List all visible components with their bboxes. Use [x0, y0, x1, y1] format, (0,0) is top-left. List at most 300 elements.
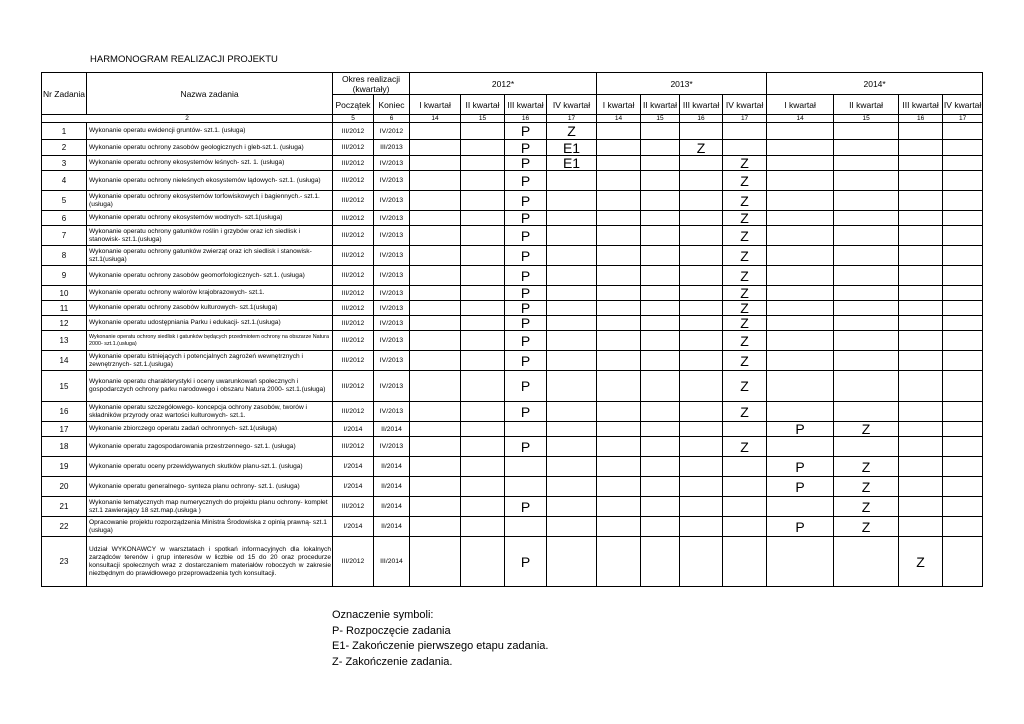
colnum-cell: 17	[547, 115, 597, 123]
task-name: Wykonanie operatu charakterystyki i oceny uwarunkowań społecznych i gospodarczych ochrony parku narodowego i obszaru Natura 2000- szt.1.(usługa)	[87, 371, 333, 402]
task-end: IV/2013	[374, 286, 410, 301]
colnum-cell: 14	[597, 115, 641, 123]
quarter-cell	[943, 286, 983, 301]
header-year-2014: 2014*	[767, 73, 983, 95]
quarter-cell	[899, 156, 943, 171]
quarter-cell	[943, 497, 983, 517]
quarter-cell: Z	[547, 123, 597, 140]
quarter-cell: P	[767, 517, 834, 537]
quarter-cell: Z	[723, 171, 767, 191]
quarter-cell: Z	[723, 301, 767, 316]
task-end: II/2014	[374, 477, 410, 497]
quarter-cell	[899, 123, 943, 140]
quarter-cell: Z	[723, 402, 767, 422]
task-end: IV/2013	[374, 211, 410, 226]
task-start: III/2012	[333, 497, 374, 517]
task-name: Wykonanie operatu generalnego- synteza planu ochrony- szt.1. (usługa)	[87, 477, 333, 497]
quarter-cell	[943, 371, 983, 402]
task-start: III/2012	[333, 211, 374, 226]
quarter-cell	[461, 123, 505, 140]
quarter-cell	[505, 517, 547, 537]
quarter-cell: Z	[723, 211, 767, 226]
quarter-cell	[641, 226, 680, 246]
quarter-cell	[943, 191, 983, 211]
quarter-cell	[943, 351, 983, 371]
colnum-cell: 16	[505, 115, 547, 123]
quarter-cell	[723, 422, 767, 437]
quarter-cell	[767, 371, 834, 402]
quarter-cell	[680, 331, 723, 351]
task-name: Wykonanie operatu zagospodarowania przestrzennego- szt.1. (usługa)	[87, 437, 333, 457]
task-start: I/2014	[333, 457, 374, 477]
quarter-cell: P	[505, 316, 547, 331]
task-end: IV/2013	[374, 402, 410, 422]
quarter-cell: Z	[723, 437, 767, 457]
task-start: I/2014	[333, 422, 374, 437]
quarter-cell	[680, 316, 723, 331]
quarter-cell: Z	[723, 316, 767, 331]
quarter-cell	[899, 226, 943, 246]
quarter-cell	[461, 331, 505, 351]
quarter-cell: Z	[723, 191, 767, 211]
quarter-cell: P	[505, 402, 547, 422]
quarter-cell	[461, 286, 505, 301]
quarter-cell	[899, 437, 943, 457]
quarter-cell	[899, 371, 943, 402]
task-end: IV/2013	[374, 351, 410, 371]
table-row	[42, 422, 983, 437]
quarter-cell	[410, 537, 461, 587]
quarter-cell	[641, 371, 680, 402]
task-name: Wykonanie operatu ochrony zasobów geomorfologicznych- szt.1. (usługa)	[87, 266, 333, 286]
quarter-cell	[410, 123, 461, 140]
header-end: Koniec	[374, 95, 410, 115]
table-row	[42, 140, 983, 156]
quarter-cell	[680, 402, 723, 422]
quarter-cell	[461, 497, 505, 517]
quarter-cell	[641, 497, 680, 517]
quarter-cell	[834, 156, 899, 171]
quarter-cell	[834, 402, 899, 422]
table-row	[42, 351, 983, 371]
quarter-cell	[597, 301, 641, 316]
colnum-cell: 17	[723, 115, 767, 123]
quarter-cell	[680, 437, 723, 457]
quarter-cell	[767, 402, 834, 422]
quarter-cell	[943, 457, 983, 477]
quarter-cell	[597, 437, 641, 457]
table-row	[42, 402, 983, 422]
quarter-cell	[410, 301, 461, 316]
quarter-cell	[461, 140, 505, 156]
colnum-cell: 16	[899, 115, 943, 123]
table-row	[42, 437, 983, 457]
task-number: 5	[42, 191, 87, 211]
quarter-cell	[641, 211, 680, 226]
quarter-cell	[899, 316, 943, 331]
quarter-cell	[641, 123, 680, 140]
task-number: 6	[42, 211, 87, 226]
quarter-cell: P	[505, 371, 547, 402]
quarter-cell	[767, 301, 834, 316]
quarter-cell	[597, 266, 641, 286]
task-end: III/2013	[374, 140, 410, 156]
quarter-cell	[943, 422, 983, 437]
quarter-cell	[943, 331, 983, 351]
table-row	[42, 301, 983, 316]
quarter-cell	[505, 422, 547, 437]
quarter-cell	[461, 457, 505, 477]
quarter-cell	[597, 331, 641, 351]
table-row	[42, 497, 983, 517]
quarter-cell	[723, 537, 767, 587]
colnum-cell: 17	[943, 115, 983, 123]
task-number: 19	[42, 457, 87, 477]
quarter-cell: P	[767, 477, 834, 497]
quarter-cell: P	[505, 191, 547, 211]
quarter-cell	[410, 437, 461, 457]
quarter-cell: Z	[723, 286, 767, 301]
quarter-cell	[641, 457, 680, 477]
quarter-cell	[943, 211, 983, 226]
table-row	[42, 266, 983, 286]
quarter-cell	[547, 316, 597, 331]
task-name: Wykonanie operatu ochrony ekosystemów leśnych- szt. 1. (usługa)	[87, 156, 333, 171]
quarter-cell	[597, 316, 641, 331]
quarter-cell	[410, 402, 461, 422]
quarter-cell: Z	[834, 422, 899, 437]
quarter-cell	[943, 316, 983, 331]
colnum-cell: 15	[641, 115, 680, 123]
table-row	[42, 537, 983, 587]
quarter-cell	[597, 457, 641, 477]
task-end: IV/2013	[374, 437, 410, 457]
quarter-cell	[680, 226, 723, 246]
legend-item-p: P- Rozpoczęcie zadania	[332, 624, 451, 637]
header-quarter: III kwartał	[899, 95, 943, 115]
quarter-cell	[410, 211, 461, 226]
quarter-cell	[834, 286, 899, 301]
task-end: IV/2013	[374, 156, 410, 171]
quarter-cell: P	[505, 537, 547, 587]
quarter-cell	[547, 497, 597, 517]
quarter-cell	[899, 331, 943, 351]
task-end: IV/2012	[374, 123, 410, 140]
quarter-cell	[641, 351, 680, 371]
quarter-cell	[461, 191, 505, 211]
quarter-cell	[680, 123, 723, 140]
quarter-cell	[943, 517, 983, 537]
header-quarter: I kwartał	[767, 95, 834, 115]
task-name: Wykonanie operatu ochrony ekosystemów wodnych- szt.1(usługa)	[87, 211, 333, 226]
quarter-cell	[547, 402, 597, 422]
quarter-cell	[899, 211, 943, 226]
quarter-cell	[723, 123, 767, 140]
colnum-cell: 2	[42, 115, 333, 123]
task-start: III/2012	[333, 331, 374, 351]
quarter-cell	[680, 351, 723, 371]
quarter-cell	[641, 246, 680, 266]
quarter-cell	[597, 497, 641, 517]
quarter-cell	[680, 156, 723, 171]
colnum-cell: 14	[410, 115, 461, 123]
table-row	[42, 331, 983, 351]
quarter-cell	[461, 517, 505, 537]
quarter-cell	[410, 246, 461, 266]
quarter-cell	[547, 211, 597, 226]
header-quarter: III kwartał	[680, 95, 723, 115]
quarter-cell	[547, 457, 597, 477]
quarter-cell	[597, 351, 641, 371]
quarter-cell	[899, 402, 943, 422]
header-quarter: I kwartał	[410, 95, 461, 115]
task-end: IV/2013	[374, 246, 410, 266]
table-row	[42, 246, 983, 266]
quarter-cell	[597, 371, 641, 402]
colnum-cell: 15	[834, 115, 899, 123]
quarter-cell	[641, 191, 680, 211]
quarter-cell	[410, 266, 461, 286]
task-start: III/2012	[333, 156, 374, 171]
quarter-cell	[834, 191, 899, 211]
quarter-cell	[834, 140, 899, 156]
task-end: II/2014	[374, 517, 410, 537]
task-end: IV/2013	[374, 301, 410, 316]
quarter-cell	[943, 226, 983, 246]
quarter-cell	[767, 226, 834, 246]
task-number: 9	[42, 266, 87, 286]
quarter-cell	[767, 351, 834, 371]
quarter-cell	[899, 351, 943, 371]
task-end: IV/2013	[374, 171, 410, 191]
task-end: IV/2013	[374, 316, 410, 331]
quarter-cell	[547, 266, 597, 286]
task-name: Udział WYKONAWCY w warsztatach i spotkań informacyjnych dla lokalnych zarządców terenów i grup interesów w liczbie od 15 do 20 oraz procedurze konsultacji społecznych wraz z dostarczaniem materiałów roboczych w zakresie niezbędnym do prawidłowego przeprowadzenia tych konsultacji.	[87, 537, 333, 587]
quarter-cell	[834, 211, 899, 226]
quarter-cell	[767, 286, 834, 301]
quarter-cell: Z	[723, 331, 767, 351]
table-row	[42, 171, 983, 191]
quarter-cell	[410, 286, 461, 301]
quarter-cell	[641, 171, 680, 191]
task-start: III/2012	[333, 140, 374, 156]
quarter-cell	[597, 246, 641, 266]
task-name: Wykonanie operatu ochrony siedlisk i gatunków będących przedmiotem ochrony na obszarze Natura 2000- szt.1.(usługa)	[87, 331, 333, 351]
task-end: II/2014	[374, 422, 410, 437]
task-number: 4	[42, 171, 87, 191]
quarter-cell: Z	[834, 497, 899, 517]
quarter-cell	[597, 123, 641, 140]
quarter-cell	[834, 301, 899, 316]
quarter-cell	[597, 517, 641, 537]
quarter-cell	[723, 517, 767, 537]
quarter-cell	[547, 171, 597, 191]
quarter-cell	[899, 140, 943, 156]
quarter-cell	[410, 371, 461, 402]
quarter-cell	[410, 140, 461, 156]
quarter-cell	[834, 371, 899, 402]
task-start: III/2012	[333, 537, 374, 587]
quarter-cell	[547, 537, 597, 587]
quarter-cell	[597, 140, 641, 156]
quarter-cell: Z	[680, 140, 723, 156]
quarter-cell	[899, 477, 943, 497]
quarter-cell	[767, 316, 834, 331]
quarter-cell	[767, 331, 834, 351]
task-number: 14	[42, 351, 87, 371]
quarter-cell	[767, 140, 834, 156]
quarter-cell: P	[505, 211, 547, 226]
quarter-cell	[723, 497, 767, 517]
quarter-cell	[547, 286, 597, 301]
quarter-cell	[410, 422, 461, 437]
quarter-cell	[899, 517, 943, 537]
task-name: Wykonanie operatu udostępniania Parku i edukacji- szt.1.(usługa)	[87, 316, 333, 331]
quarter-cell: Z	[834, 517, 899, 537]
quarter-cell	[767, 246, 834, 266]
quarter-cell	[641, 316, 680, 331]
quarter-cell	[943, 477, 983, 497]
task-end: IV/2013	[374, 266, 410, 286]
quarter-cell: P	[505, 286, 547, 301]
quarter-cell	[943, 402, 983, 422]
quarter-cell	[547, 517, 597, 537]
quarter-cell	[410, 226, 461, 246]
quarter-cell	[767, 266, 834, 286]
quarter-cell	[461, 226, 505, 246]
quarter-cell	[680, 497, 723, 517]
table-row	[42, 156, 983, 171]
quarter-cell	[410, 457, 461, 477]
header-nr: Nr Zadania	[42, 73, 87, 115]
colnum-cell: 15	[461, 115, 505, 123]
task-name: Wykonanie operatu ochrony zasobów kulturowych- szt.1(usługa)	[87, 301, 333, 316]
quarter-cell	[410, 351, 461, 371]
quarter-cell	[641, 140, 680, 156]
header-year-2012: 2012*	[410, 73, 597, 95]
quarter-cell	[461, 422, 505, 437]
quarter-cell	[680, 371, 723, 402]
quarter-cell	[641, 537, 680, 587]
task-start: III/2012	[333, 402, 374, 422]
quarter-cell	[641, 517, 680, 537]
quarter-cell: Z	[723, 246, 767, 266]
table-row	[42, 191, 983, 211]
quarter-cell	[547, 331, 597, 351]
task-name: Wykonanie operatu istniejących i potencjalnych zagrożeń wewnętrznych i zewnętrznych- szt.1.(usługa)	[87, 351, 333, 371]
quarter-cell	[461, 266, 505, 286]
quarter-cell	[505, 457, 547, 477]
legend-item-e1: E1- Zakończenie pierwszego etapu zadania.	[332, 640, 549, 652]
table-row	[42, 517, 983, 537]
table-row	[42, 226, 983, 246]
quarter-cell	[943, 123, 983, 140]
task-end: IV/2013	[374, 331, 410, 351]
quarter-cell: P	[505, 437, 547, 457]
quarter-cell	[641, 156, 680, 171]
colnum-cell: 14	[767, 115, 834, 123]
quarter-cell	[680, 286, 723, 301]
task-name: Wykonanie zbiorczego operatu zadań ochronnych- szt.1(usługa)	[87, 422, 333, 437]
quarter-cell	[767, 537, 834, 587]
quarter-cell	[943, 437, 983, 457]
quarter-cell: Z	[723, 351, 767, 371]
quarter-cell	[899, 246, 943, 266]
quarter-cell	[547, 246, 597, 266]
quarter-cell	[641, 286, 680, 301]
header-name: Nazwa zadania	[87, 73, 333, 115]
table-row	[42, 211, 983, 226]
quarter-cell	[641, 422, 680, 437]
quarter-cell	[767, 497, 834, 517]
quarter-cell	[834, 537, 899, 587]
quarter-cell	[410, 191, 461, 211]
quarter-cell: P	[505, 171, 547, 191]
legend	[332, 608, 548, 670]
quarter-cell: E1	[547, 140, 597, 156]
quarter-cell	[547, 477, 597, 497]
quarter-cell	[641, 301, 680, 316]
quarter-cell	[410, 316, 461, 331]
task-end: II/2014	[374, 497, 410, 517]
header-quarter: IV kwartał	[943, 95, 983, 115]
quarter-cell	[505, 477, 547, 497]
table-row	[42, 371, 983, 402]
quarter-cell: Z	[899, 537, 943, 587]
quarter-cell	[547, 437, 597, 457]
colnum-cell: 5	[333, 115, 374, 123]
header-quarter: IV kwartał	[547, 95, 597, 115]
quarter-cell	[767, 171, 834, 191]
quarter-cell	[547, 301, 597, 316]
task-number: 22	[42, 517, 87, 537]
task-end: IV/2013	[374, 226, 410, 246]
task-number: 20	[42, 477, 87, 497]
quarter-cell	[410, 171, 461, 191]
quarter-cell: P	[505, 246, 547, 266]
quarter-cell	[834, 266, 899, 286]
table-row	[42, 286, 983, 301]
quarter-cell	[641, 331, 680, 351]
quarter-cell	[723, 477, 767, 497]
task-number: 10	[42, 286, 87, 301]
task-number: 12	[42, 316, 87, 331]
quarter-cell	[899, 422, 943, 437]
task-number: 13	[42, 331, 87, 351]
task-number: 7	[42, 226, 87, 246]
task-start: III/2012	[333, 301, 374, 316]
quarter-cell	[461, 301, 505, 316]
quarter-cell	[410, 497, 461, 517]
task-start: III/2012	[333, 351, 374, 371]
header-quarter: II kwartał	[641, 95, 680, 115]
quarter-cell	[899, 286, 943, 301]
quarter-cell	[723, 457, 767, 477]
quarter-cell	[943, 140, 983, 156]
quarter-cell	[899, 497, 943, 517]
quarter-cell: Z	[834, 457, 899, 477]
quarter-cell	[767, 156, 834, 171]
quarter-cell	[943, 156, 983, 171]
quarter-cell	[597, 402, 641, 422]
task-end: IV/2013	[374, 371, 410, 402]
task-name: Opracowanie projektu rozporządzenia Ministra Środowiska z opinią prawną- szt.1 (usługa)	[87, 517, 333, 537]
quarter-cell	[597, 211, 641, 226]
task-start: III/2012	[333, 437, 374, 457]
schedule-table	[41, 72, 983, 587]
quarter-cell	[641, 477, 680, 497]
header-quarter: II kwartał	[461, 95, 505, 115]
